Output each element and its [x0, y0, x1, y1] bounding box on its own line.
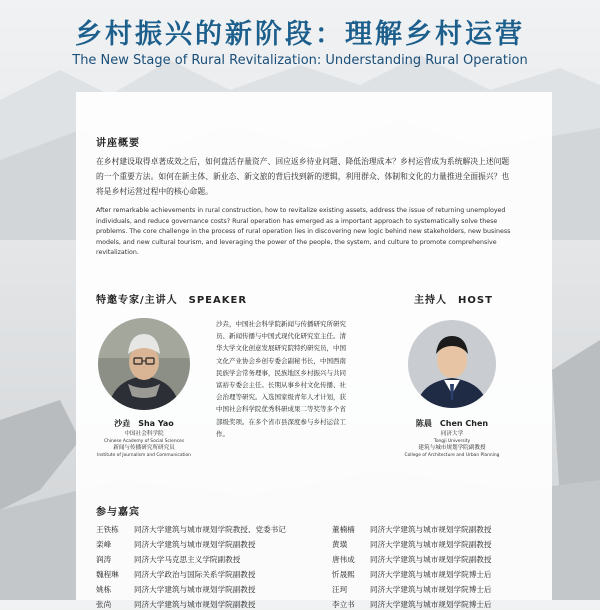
guest-name: 魏程琳 — [96, 570, 119, 579]
guest-title: 同济大学建筑与城市规划学院教授、党委书记 — [134, 525, 286, 534]
guest-title: 同济大学马克思主义学院副教授 — [134, 555, 241, 564]
speaker-name: 沙垚 Sha Yao — [114, 419, 174, 428]
guest-title: 同济大学建筑与城市规划学院副教授 — [370, 525, 492, 534]
guest-item — [332, 569, 492, 580]
guest-name: 董楠楠 — [332, 525, 355, 534]
speaker-affiliation-1-en: Chinese Academy of Social Sciences — [103, 439, 185, 444]
guest-item — [332, 539, 492, 550]
guest-title: 同济大学建筑与城市规划学院博士后 — [370, 585, 492, 594]
guest-name: 王铁栋 — [96, 525, 119, 534]
host-affiliation-1: 同济大学 — [440, 431, 464, 437]
guest-title: 同济大学建筑与城市规划学院博士后 — [370, 570, 492, 579]
guest-name: 栾峰 — [96, 540, 112, 549]
guest-item — [96, 554, 240, 565]
guest-name: 唐伟成 — [332, 555, 355, 564]
page-subtitle: The New Stage of Rural Revitalization: Understanding Rural Operation — [72, 53, 528, 68]
overview-text-en: After remarkable achievements in rural construction, how to revitalize existing assets, address the issue of returning unemployed individuals, and reduce governance costs? Rural operation has emerged as a important approach to systematically solve these problems. The core challenge in the process of rural operation lies in discovering new logic behind new stakeholders, new business models, and new cultural tourism, and leveraging the power of the people, the system, and culture to promote comprehensive revitalization. — [96, 207, 511, 256]
guest-item — [96, 524, 286, 535]
guest-title: 同济大学建筑与城市规划学院副教授 — [370, 540, 492, 549]
overview-heading: 讲座概要 — [96, 138, 140, 149]
speaker-heading: 特邀专家/主讲人 SPEAKER — [96, 295, 248, 306]
guests-heading: 参与嘉宾 — [96, 507, 140, 518]
host-affiliation-1-en: Tongji University — [433, 439, 471, 444]
guest-item — [332, 524, 492, 535]
guest-title: 同济大学建筑与城市规划学院副教授 — [134, 540, 256, 549]
guest-item — [96, 599, 256, 610]
guest-title: 同济大学建筑与城市规划学院副教授 — [370, 555, 492, 564]
guest-title: 同济大学政治与国际关系学院副教授 — [134, 570, 256, 579]
guest-item — [332, 554, 492, 565]
host-affiliation-2: 建筑与城市规划学院副教授 — [418, 445, 486, 451]
speaker-affiliation-1: 中国社会科学院 — [124, 431, 164, 437]
guest-item — [332, 599, 492, 610]
page-title: 乡村振兴的新阶段：理解乡村运营 — [75, 19, 525, 50]
guest-name: 姚栋 — [96, 585, 112, 594]
host-heading: 主持人 HOST — [414, 295, 493, 306]
overview-text-zh: 在乡村建设取得卓著成效之后，如何盘活存量资产、回应返乡待业问题、降低治理成本？乡村运营成为系统解决上述问题的一个重要方法。如何在新主体、新业态、新文旅的背后找到新的逻辑，利用群众、体制和文化的力量推进全面振兴？也将是乡村运营过程中的核心命题。 — [96, 157, 510, 196]
speaker-bio: 沙垚，中国社会科学院新闻与传播研究所研究员、新闻传播与中国式现代化研究室主任。清华大学文化创意发展研究院特约研究员，中国文化产业协会乡创专委会副秘书长，中国西南民族学会常务理事，民族地区乡村振兴与共同富裕专委会主任。长期从事乡村文化传播、社会治理等研究。入选国家级青年人才计划，获中国社会科学院优秀科研成果二等奖等多个省部级奖项。在多个省市县深度参与乡村运营工作。 — [216, 320, 346, 438]
guest-name: 忻晟熙 — [332, 570, 355, 579]
guest-item — [96, 539, 256, 550]
speaker-avatar — [98, 318, 190, 410]
guest-title: 同济大学建筑与城市规划学院副教授 — [134, 600, 256, 609]
host-name: 陈晨 Chen Chen — [415, 419, 489, 428]
guest-name: 黄璜 — [332, 540, 348, 549]
guest-name: 张尚 — [96, 600, 112, 609]
guest-item — [96, 584, 256, 595]
speaker-affiliation-2: 新闻与传播研究所研究员 — [113, 445, 175, 451]
guest-item — [332, 584, 492, 595]
guest-item — [96, 569, 256, 580]
guest-name: 李立书 — [332, 600, 355, 609]
guest-title: 同济大学建筑与城市规划学院副教授 — [134, 585, 256, 594]
guest-name: 汪珂 — [332, 585, 348, 594]
host-affiliation-2-en: College of Architecture and Urban Planning — [404, 453, 500, 458]
guest-name: 润涛 — [96, 555, 112, 564]
host-avatar — [408, 320, 496, 408]
guest-title: 同济大学建筑与城市规划学院博士后 — [370, 600, 492, 609]
speaker-affiliation-2-en: Institute of Journalism and Communication — [97, 453, 191, 458]
